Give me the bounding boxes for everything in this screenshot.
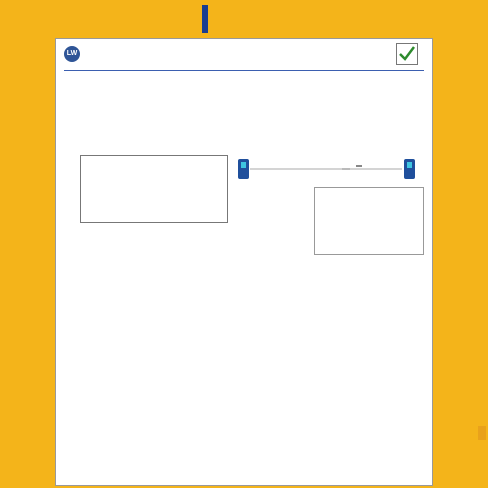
pass-check-icon xyxy=(396,43,418,65)
wire-map xyxy=(232,185,310,227)
logo-bar xyxy=(202,5,208,33)
length-diagram xyxy=(232,157,424,181)
length-tag xyxy=(356,165,362,167)
report-header xyxy=(64,43,424,69)
header-divider xyxy=(64,70,424,71)
linkware-logo-icon: LW xyxy=(64,46,80,62)
elite-logo xyxy=(202,4,286,34)
basic-results-box xyxy=(80,155,228,223)
insertion-loss-plot xyxy=(314,187,424,255)
report-page xyxy=(55,38,433,486)
fluke-flag-icon xyxy=(478,426,486,440)
